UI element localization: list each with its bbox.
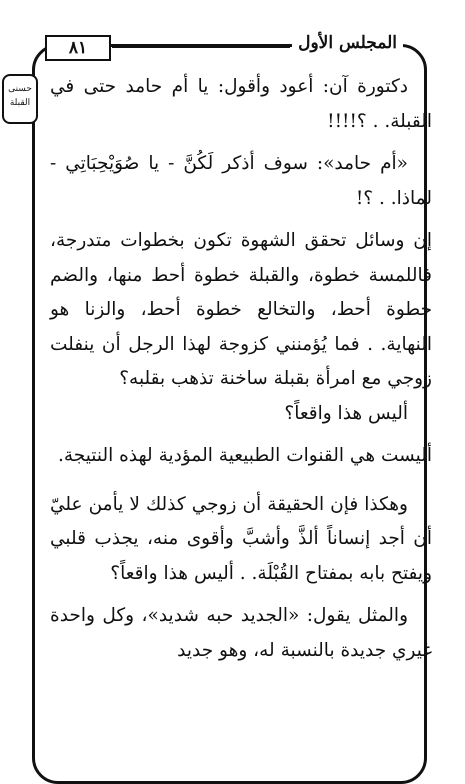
paragraph-1: دكتورة آن: أعود وأقول: يا أم حامد حتى في القبلة. . ؟!!!! — [50, 76, 432, 132]
paragraph-5: أليست هي القنوات الطبيعية المؤدية لهذه النتيجة. — [57, 445, 432, 466]
chapter-title: المجلس الأول — [292, 33, 403, 53]
paragraph-4: أليس هذا واقعاً؟ — [284, 402, 408, 424]
paragraph-6: وهكذا فإن الحقيقة أن زوجي كذلك لا يأمن عليّ أن أجد إنساناً ألذَّ وأشبَّ وأقوى منه، يجذب قلبي ويفتح بابه بمفتاح القُبْلَة. . أليس هذا واقعاً؟ — [50, 493, 432, 584]
page-number: ٨١ — [45, 35, 111, 61]
paragraph-2: «أم حامد»: سوف أذكر لَكُنَّ - يا صُوَيْحِبَاتِي - لماذا. . ؟! — [50, 153, 432, 209]
paragraph-7: والمثل يقول: «الجديد حبه شديد»، وكل واحدة غيري جديدة بالنسبة له، وهو جديد — [50, 605, 432, 661]
paragraph-3: إن وسائل تحقق الشهوة تكون بخطوات متدرجة، فاللمسة خطوة، والقبلة خطوة أحط منها، والضم خطوة أحط، والتخالع خطوة أحط، والزنا هو النهاية. . فما يُؤمنني كزوجة لهذا الرجل أن ينفلت زوجي مع امرأة بقبلة ساخنة تذهب بقلبه؟ — [50, 230, 432, 389]
side-tab-label: حسنى القبلة — [2, 74, 38, 124]
header-rule — [112, 46, 290, 48]
body-text — [50, 70, 432, 676]
